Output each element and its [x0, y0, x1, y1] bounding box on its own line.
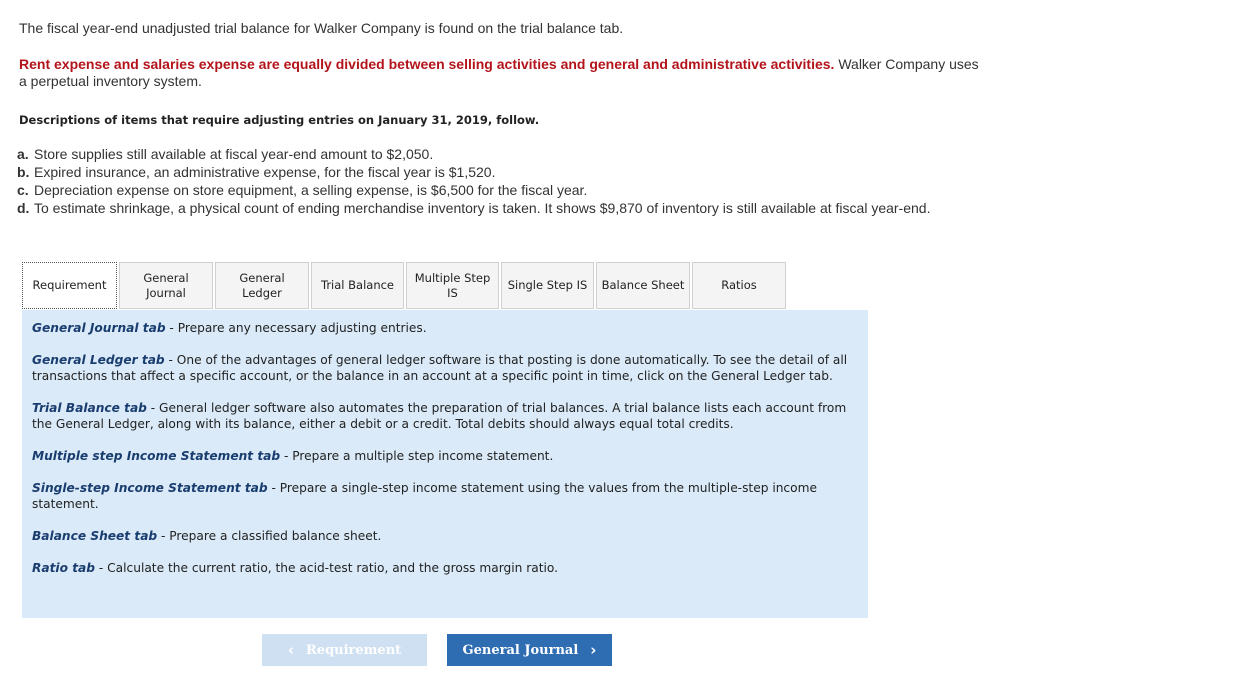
- panel-title: General Journal tab: [32, 321, 166, 335]
- panel-paragraph: [32, 528, 858, 544]
- panel-title: Ratio tab: [32, 561, 96, 575]
- chevron-right-icon: ›: [590, 641, 597, 659]
- tab-balance-sheet[interactable]: Balance Sheet: [596, 262, 690, 309]
- list-item: [17, 200, 947, 217]
- intro-line-2-rest: Walker Company uses a perpetual inventory system.: [19, 56, 979, 89]
- item-text: Store supplies still available at fiscal year-end amount to $2,050.: [34, 146, 434, 162]
- descriptions-heading: Descriptions of items that require adjusting entries on January 31, 2019, follow.: [19, 113, 540, 127]
- tab-single-step-is[interactable]: Single Step IS: [501, 262, 594, 309]
- panel-title: Balance Sheet tab: [32, 529, 158, 543]
- item-letter: a.: [17, 146, 29, 162]
- item-text: Expired insurance, an administrative expense, for the fiscal year is $1,520.: [34, 164, 496, 180]
- tab-trial-balance[interactable]: Trial Balance: [311, 262, 404, 309]
- panel-text: - Prepare any necessary adjusting entries.: [165, 321, 427, 335]
- panel-title: Trial Balance tab: [32, 401, 147, 415]
- panel-text: - One of the advantages of general ledger software is that posting is done automatically. To see the detail of all transactions that affect a specific account, or the balance in an account at a specific point in time, click on the General Ledger tab.: [32, 353, 848, 383]
- previous-button[interactable]: [262, 634, 427, 666]
- tab-multiple-step-is[interactable]: Multiple Step IS: [406, 262, 499, 309]
- list-item: [17, 146, 947, 163]
- highlight-text: Rent expense and salaries expense are equally divided between selling activities and general and administrative activities.: [19, 56, 835, 72]
- intro-line-2: [19, 56, 979, 90]
- chevron-left-icon: ‹: [287, 641, 294, 659]
- panel-paragraph: [32, 320, 858, 336]
- panel-paragraph: [32, 560, 858, 576]
- tab-requirement[interactable]: Requirement: [22, 262, 117, 309]
- panel-text: - Calculate the current ratio, the acid-test ratio, and the gross margin ratio.: [95, 561, 559, 575]
- panel-text: - General ledger software also automates the preparation of trial balances. A trial balance lists each account from the General Ledger, along with its balance, either a debit or a credit. Total debits should always equal total credits.: [32, 401, 847, 431]
- next-button-label: General Journal: [462, 642, 579, 658]
- panel-paragraph: [32, 352, 858, 384]
- item-letter: d.: [17, 200, 30, 216]
- panel-text: - Prepare a multiple step income statement.: [280, 449, 554, 463]
- list-item: [17, 182, 947, 199]
- list-item: [17, 164, 947, 181]
- tab-ratios[interactable]: Ratios: [692, 262, 786, 309]
- panel-paragraph: [32, 400, 858, 432]
- tab-bar: [22, 262, 788, 309]
- item-text: Depreciation expense on store equipment, a selling expense, is $6,500 for the fiscal year.: [34, 182, 588, 198]
- panel-title: Multiple step Income Statement tab: [32, 449, 281, 463]
- adjustment-items-list: [17, 146, 947, 218]
- item-letter: c.: [17, 182, 29, 198]
- tab-general-journal[interactable]: General Journal: [119, 262, 213, 309]
- panel-paragraph: [32, 448, 858, 464]
- panel-title: Single-step Income Statement tab: [32, 481, 268, 495]
- panel-text: - Prepare a single-step income statement using the values from the multiple-step income statement.: [32, 481, 817, 511]
- tab-general-ledger[interactable]: General Ledger: [215, 262, 309, 309]
- requirement-panel: [22, 310, 868, 618]
- previous-button-label: Requirement: [306, 642, 402, 658]
- panel-paragraph: [32, 480, 858, 512]
- next-button[interactable]: [447, 634, 612, 666]
- item-letter: b.: [17, 164, 30, 180]
- item-text: To estimate shrinkage, a physical count of ending merchandise inventory is taken. It shows $9,870 of inventory is still available at fiscal year-end.: [34, 200, 931, 216]
- intro-line-1: The fiscal year-end unadjusted trial balance for Walker Company is found on the trial balance tab.: [19, 20, 624, 36]
- panel-text: - Prepare a classified balance sheet.: [157, 529, 382, 543]
- panel-title: General Ledger tab: [32, 353, 165, 367]
